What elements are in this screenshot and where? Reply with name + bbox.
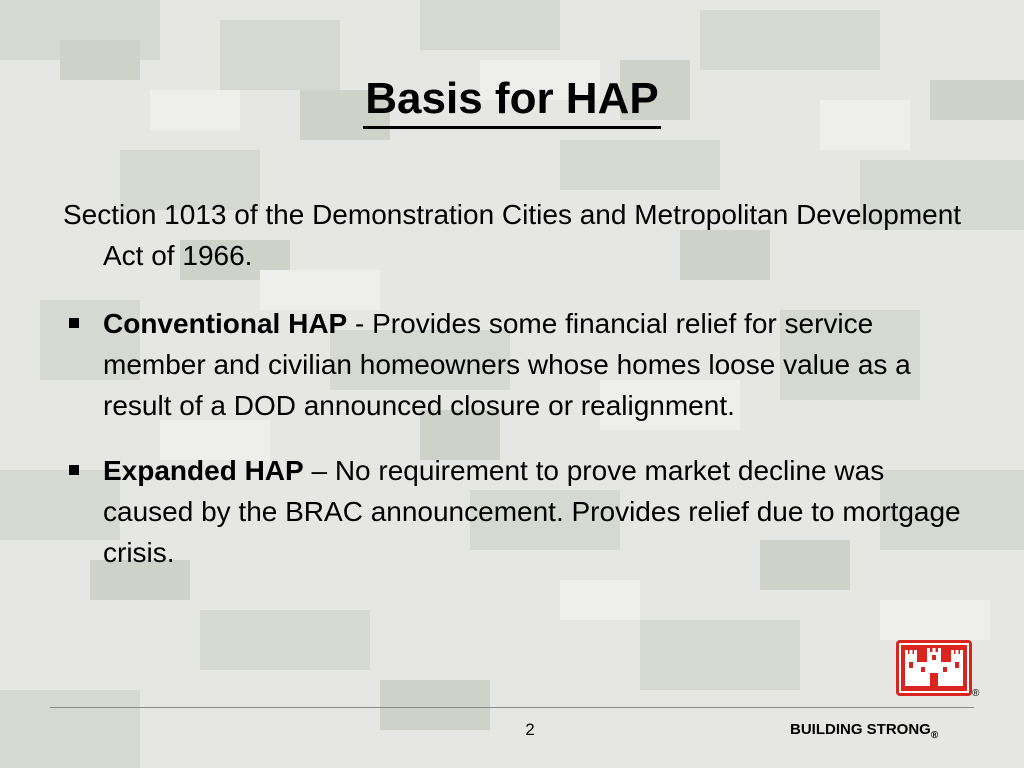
footer-divider [50, 707, 974, 708]
footer-tagline [790, 721, 938, 741]
bullet-term: Expanded HAP [103, 455, 304, 486]
bullet-text: – No requirement to prove market decline was caused by the BRAC announcement. Provides relief due to mortgage crisis. [103, 455, 961, 568]
tagline-text: BUILDING STRONG [790, 721, 931, 738]
page-number: 2 [525, 720, 535, 739]
slide-title-text: Basis for HAP [363, 72, 660, 129]
square-bullet-icon [69, 318, 79, 328]
intro-paragraph: Section 1013 of the Demonstration Cities and Metropolitan Development Act of 1966. [63, 199, 962, 271]
square-bullet-icon [69, 465, 79, 475]
bullet-expanded-hap [63, 450, 963, 573]
slide-body [63, 194, 963, 597]
logo-registered-mark: ® [972, 688, 980, 699]
bullet-conventional-hap [63, 303, 963, 426]
bullet-text: - Provides some financial relief for service member and civilian homeowners whose homes loose value as a result of a DOD announced closure or realignment. [103, 308, 911, 421]
tagline-registered-mark: ® [930, 730, 939, 741]
slide-title [0, 72, 1024, 129]
bullet-term: Conventional HAP [103, 308, 348, 339]
castle-icon [896, 640, 972, 696]
